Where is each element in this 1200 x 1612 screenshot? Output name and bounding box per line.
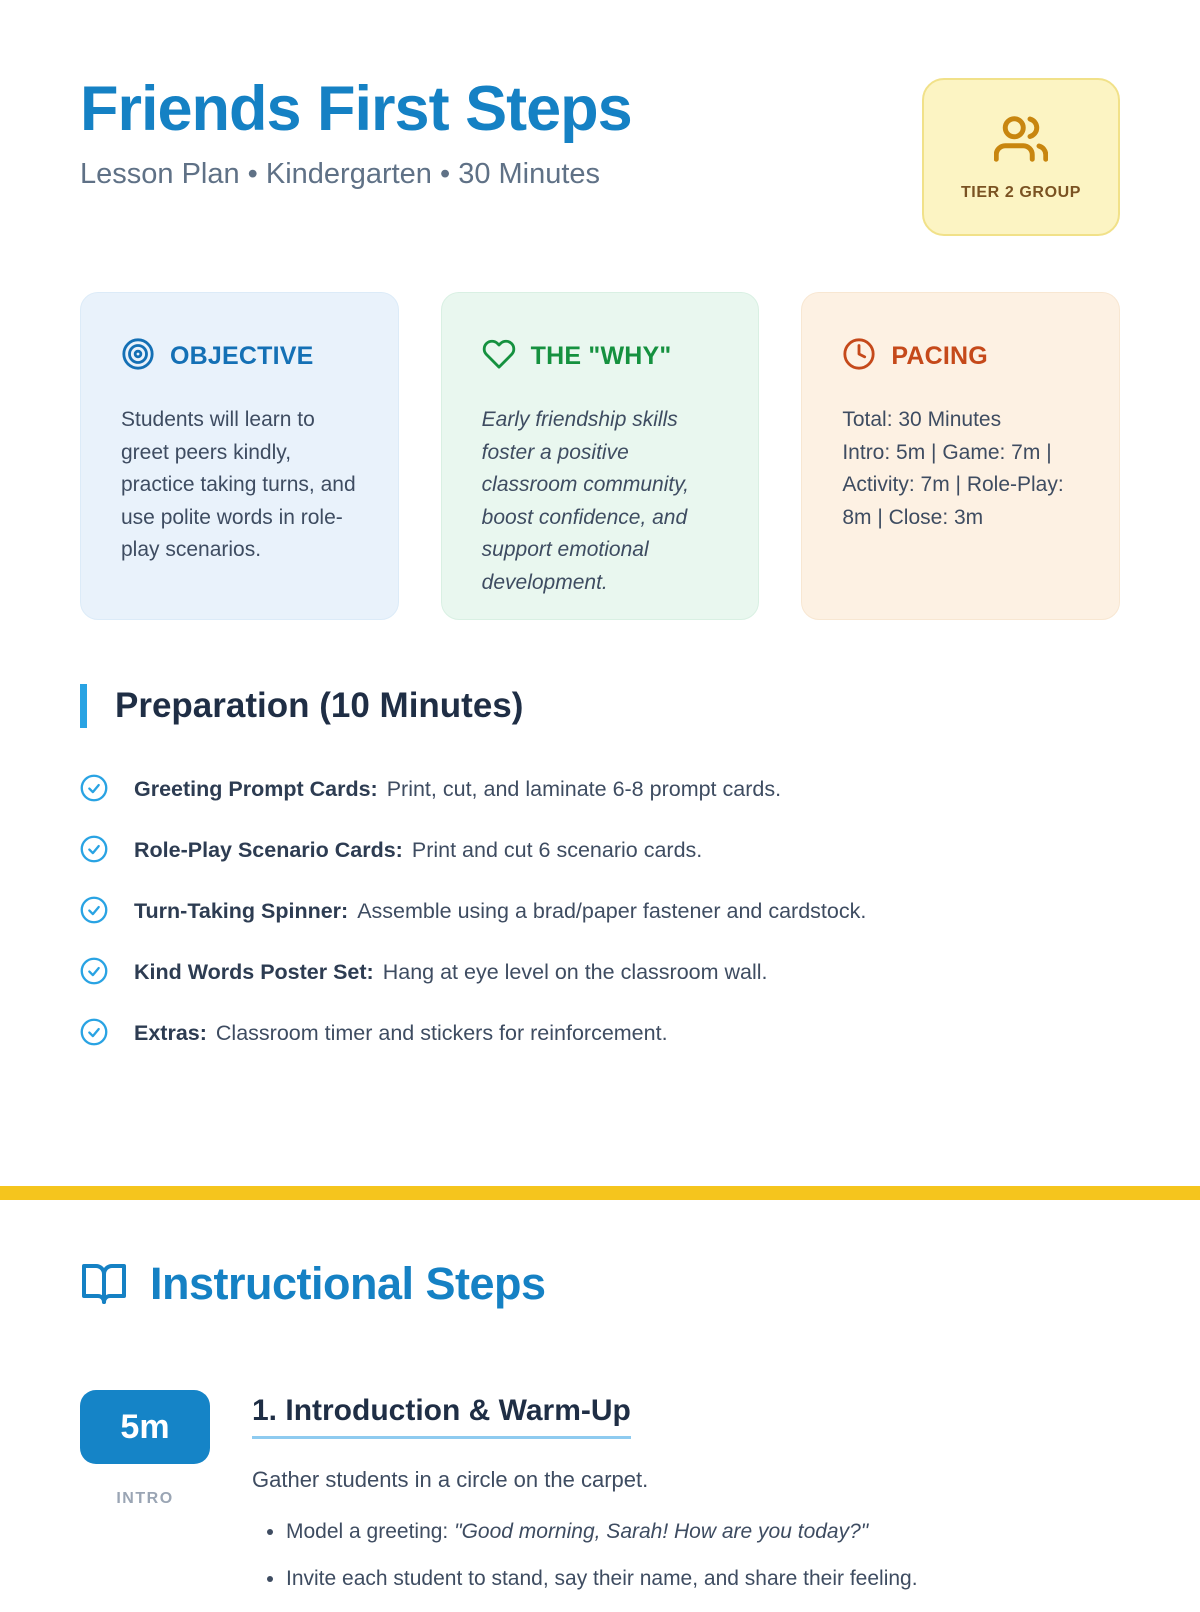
list-item	[80, 774, 1120, 802]
objective-card-title: OBJECTIVE	[170, 342, 314, 370]
page-subtitle: Lesson Plan • Kindergarten • 30 Minutes	[80, 158, 601, 191]
step-1	[80, 1390, 1120, 1612]
list-item	[80, 1018, 1120, 1046]
list-item	[80, 835, 1120, 863]
page-title: Friends First Steps	[80, 74, 632, 144]
instructional-steps-title: Instructional Steps	[150, 1258, 546, 1309]
open-book-icon	[80, 1260, 128, 1308]
prep-item-label: Kind Words Poster Set:	[134, 960, 374, 984]
step-bullet-list	[252, 1517, 1120, 1595]
prep-item-desc: Assemble using a brad/paper fastener and cardstock.	[357, 899, 867, 923]
prep-item-label: Extras:	[134, 1021, 207, 1045]
list-item	[80, 896, 1120, 924]
tier-group-badge	[922, 78, 1120, 236]
pacing-card-body	[842, 404, 1079, 534]
check-circle-icon	[80, 896, 108, 924]
title-block	[80, 76, 632, 191]
check-circle-icon	[80, 1018, 108, 1046]
users-icon	[994, 112, 1048, 171]
pacing-breakdown: Intro: 5m | Game: 7m | Activity: 7m | Role-Play: 8m | Close: 3m	[842, 440, 1064, 529]
objective-card-body: Students will learn to greet peers kindly, practice taking turns, and use polite words in role-play scenarios.	[121, 408, 356, 562]
clock-icon	[842, 337, 876, 376]
why-card-title: THE "WHY"	[530, 342, 672, 370]
pacing-card-title: PACING	[891, 342, 988, 370]
prep-item-desc: Print, cut, and laminate 6-8 prompt cards.	[386, 777, 782, 801]
list-item: • Model a greeting: "Good morning, Sarah! How are you today?"	[286, 1517, 1120, 1547]
preparation-heading	[80, 684, 1120, 728]
list-item	[80, 957, 1120, 985]
check-circle-icon	[80, 835, 108, 863]
preparation-title: Preparation (10 Minutes)	[115, 686, 524, 725]
step-duration-badge: 5m	[80, 1390, 210, 1464]
preparation-checklist	[80, 774, 1120, 1046]
step-lead-text: Gather students in a circle on the carpet.	[252, 1467, 649, 1492]
prep-item-desc: Print and cut 6 scenario cards.	[411, 838, 703, 862]
prep-item-label: Turn-Taking Spinner:	[134, 899, 349, 923]
objective-card-header	[121, 337, 358, 376]
heart-icon	[482, 337, 516, 376]
prep-item-desc: Hang at eye level on the classroom wall.	[382, 960, 768, 984]
step-1-content	[252, 1390, 1120, 1612]
list-item: • Invite each student to stand, say their name, and share their feeling.	[286, 1564, 1120, 1594]
step-1-timing	[80, 1390, 210, 1612]
page-break-divider	[0, 1186, 1200, 1200]
prep-item-label: Greeting Prompt Cards:	[134, 777, 378, 801]
target-icon	[121, 337, 155, 376]
prep-item-desc: Classroom timer and stickers for reinforcement.	[215, 1021, 668, 1045]
quoted-dialogue: "Good morning, Sarah! How are you today?"	[454, 1520, 869, 1543]
objective-card	[80, 292, 399, 620]
step-phase-label: INTRO	[116, 1490, 174, 1507]
pacing-card-header	[842, 337, 1079, 376]
why-card-body: Early friendship skills foster a positive classroom community, boost confidence, and support emotional development.	[481, 408, 689, 594]
step-title: 1. Introduction & Warm-Up	[252, 1394, 631, 1439]
prep-item-label: Role-Play Scenario Cards:	[134, 838, 403, 862]
heading-accent-bar	[80, 684, 87, 728]
pacing-total: Total: 30 Minutes	[842, 408, 1002, 431]
check-circle-icon	[80, 957, 108, 985]
tier-badge-label: TIER 2 GROUP	[960, 184, 1082, 201]
why-card	[441, 292, 760, 620]
instructional-steps-heading	[80, 1258, 1120, 1310]
why-card-header	[482, 337, 719, 376]
page-header	[80, 0, 1120, 236]
instructional-steps-section	[0, 1200, 1200, 1612]
pacing-card	[801, 292, 1120, 620]
info-cards-row	[80, 292, 1120, 620]
check-circle-icon	[80, 774, 108, 802]
